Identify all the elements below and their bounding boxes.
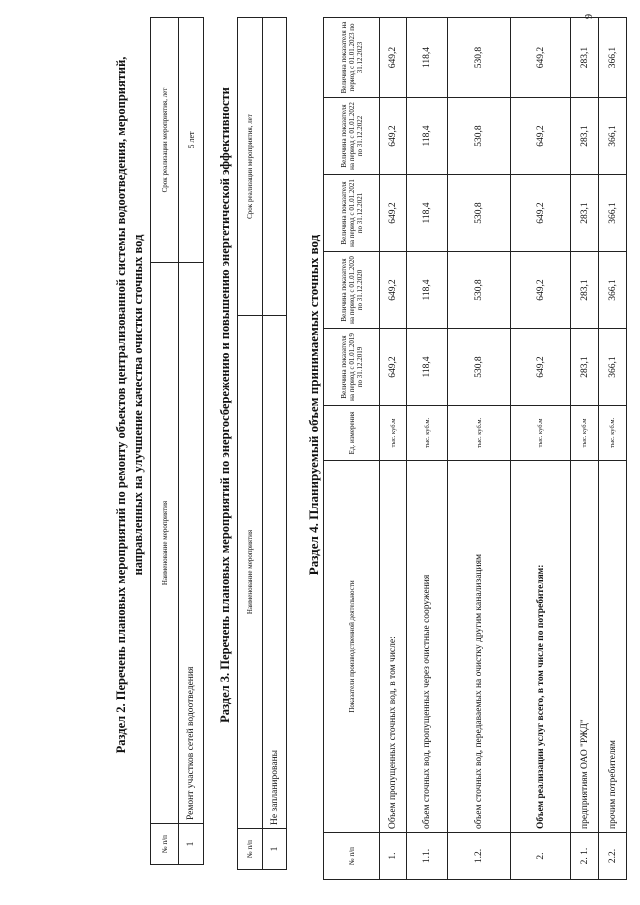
s3-header-term: Срок реализации мероприятия, лет xyxy=(238,18,263,316)
table-row xyxy=(571,18,599,880)
s4-row-v1: 530,8 xyxy=(448,329,511,406)
s4-row-v3: 366,1 xyxy=(599,175,627,252)
s4-header-indicator: Показатели производственной деятельности xyxy=(324,461,380,833)
s4-row-v2: 283,1 xyxy=(571,252,599,329)
s2-header-term: Срок реализации мероприятия, лет xyxy=(151,18,179,263)
table-row xyxy=(511,18,571,880)
s4-row-v1: 283,1 xyxy=(571,329,599,406)
s4-row-v5: 366,1 xyxy=(599,18,627,98)
s4-row-v4: 366,1 xyxy=(599,98,627,175)
s4-row-v3: 649,2 xyxy=(511,175,571,252)
s3-row-term xyxy=(263,18,287,316)
s3-header-name: Наименование мероприятия xyxy=(238,316,263,829)
table-row xyxy=(599,18,627,880)
s3-row-name: Не запланированы xyxy=(263,316,287,829)
section4-table xyxy=(323,17,627,880)
s4-row-v1: 649,2 xyxy=(511,329,571,406)
s4-header-p1: Величина показателя на период с 01.01.2019 по 31.12.2019 xyxy=(324,329,380,406)
s4-row-unit: тыс. куб.м xyxy=(380,406,407,461)
table-row xyxy=(407,18,448,880)
s4-row-num: 1.1. xyxy=(407,833,448,880)
s4-row-name: Объем реализации услуг всего, в том числе по потребителям: xyxy=(511,461,571,833)
section3-title: Раздел 3. Перечень плановых мероприятий по энергосбережению и повышению энергетической эффективности xyxy=(218,87,232,723)
s4-row-num: 2.2. xyxy=(599,833,627,880)
s4-row-unit: тыс. куб.м. xyxy=(407,406,448,461)
s2-row-num: 1 xyxy=(179,824,204,865)
s4-row-v4: 530,8 xyxy=(448,98,511,175)
s4-header-num: № п/п xyxy=(324,833,380,880)
s4-header-p4: Величина показателя на период с 01.01.2022 по 31.12.2022 xyxy=(324,98,380,175)
s4-row-num: 1. xyxy=(380,833,407,880)
s4-row-v1: 649,2 xyxy=(380,329,407,406)
s4-row-unit: тыс. куб.м xyxy=(571,406,599,461)
s2-row-term: 5 лет xyxy=(179,18,204,263)
s4-row-num: 2. xyxy=(511,833,571,880)
s4-row-unit: тыс. куб.м. xyxy=(599,406,627,461)
s4-row-name: предприятиям ОАО "РЖД" xyxy=(571,461,599,833)
table-row xyxy=(448,18,511,880)
s4-row-v2: 649,2 xyxy=(511,252,571,329)
s4-row-v4: 649,2 xyxy=(511,98,571,175)
s4-row-v2: 649,2 xyxy=(380,252,407,329)
s4-row-num: 1.2. xyxy=(448,833,511,880)
s4-row-name: Объем пропущенных сточных вод, в том числе: xyxy=(380,461,407,833)
s4-row-name: прочим потребителям xyxy=(599,461,627,833)
s3-row-num: 1 xyxy=(263,829,287,870)
page-number: 9 xyxy=(584,14,595,19)
s4-row-unit: тыс. куб.м xyxy=(511,406,571,461)
s4-row-v2: 530,8 xyxy=(448,252,511,329)
s4-row-v3: 530,8 xyxy=(448,175,511,252)
s4-row-v5: 649,2 xyxy=(511,18,571,98)
s4-header-p3: Величина показателя на период с 01.01.2021 по 31.12.2021 xyxy=(324,175,380,252)
section2-table xyxy=(150,17,204,865)
s4-header-p2: Величина показателя на период с 01.01.2020 по 31.12.2020 xyxy=(324,252,380,329)
table-row xyxy=(380,18,407,880)
s4-row-name: объем сточных вод, передаваемых на очистку другим канализациям xyxy=(448,461,511,833)
table-row xyxy=(263,18,287,870)
s4-row-v4: 118,4 xyxy=(407,98,448,175)
s4-row-v3: 283,1 xyxy=(571,175,599,252)
s2-header-num: № п/п xyxy=(151,824,179,865)
s4-row-name: объем сточных вод, пропущенных через очистные сооружения xyxy=(407,461,448,833)
s4-row-unit: тыс. куб.м. xyxy=(448,406,511,461)
s3-header-num: № п/п xyxy=(238,829,263,870)
section4-title: Раздел 4. Планируемый объем принимаемых сточных вод xyxy=(306,234,321,576)
s4-row-v1: 366,1 xyxy=(599,329,627,406)
s4-row-v5: 530,8 xyxy=(448,18,511,98)
section2-title-line1: Раздел 2. Перечень плановых мероприятий по ремонту объектов централизованной системы водоотведения, мероприятий, xyxy=(114,56,128,754)
s2-header-name: Наименование мероприятия xyxy=(151,263,179,824)
s4-row-v3: 649,2 xyxy=(380,175,407,252)
section2-title-line2: направленных на улучшение качества очистки сточных вод xyxy=(131,234,145,576)
s2-row-name: Ремонт участков сетей водоотведения xyxy=(179,263,204,824)
s4-row-v1: 118,4 xyxy=(407,329,448,406)
s4-row-v4: 283,1 xyxy=(571,98,599,175)
s4-row-v5: 283,1 xyxy=(571,18,599,98)
s4-row-v5: 118,4 xyxy=(407,18,448,98)
s4-row-v4: 649,2 xyxy=(380,98,407,175)
s4-header-p5: Величина показателя на период с 01.01.2023 по 31.12.2023 xyxy=(324,18,380,98)
table-row xyxy=(179,18,204,865)
s4-row-v5: 649,2 xyxy=(380,18,407,98)
s4-header-unit: Ед. измерения xyxy=(324,406,380,461)
s4-row-v2: 118,4 xyxy=(407,252,448,329)
section3-table xyxy=(237,17,287,870)
s4-row-v2: 366,1 xyxy=(599,252,627,329)
section2-title xyxy=(113,55,147,755)
s4-row-v3: 118,4 xyxy=(407,175,448,252)
s4-row-num: 2. 1. xyxy=(571,833,599,880)
